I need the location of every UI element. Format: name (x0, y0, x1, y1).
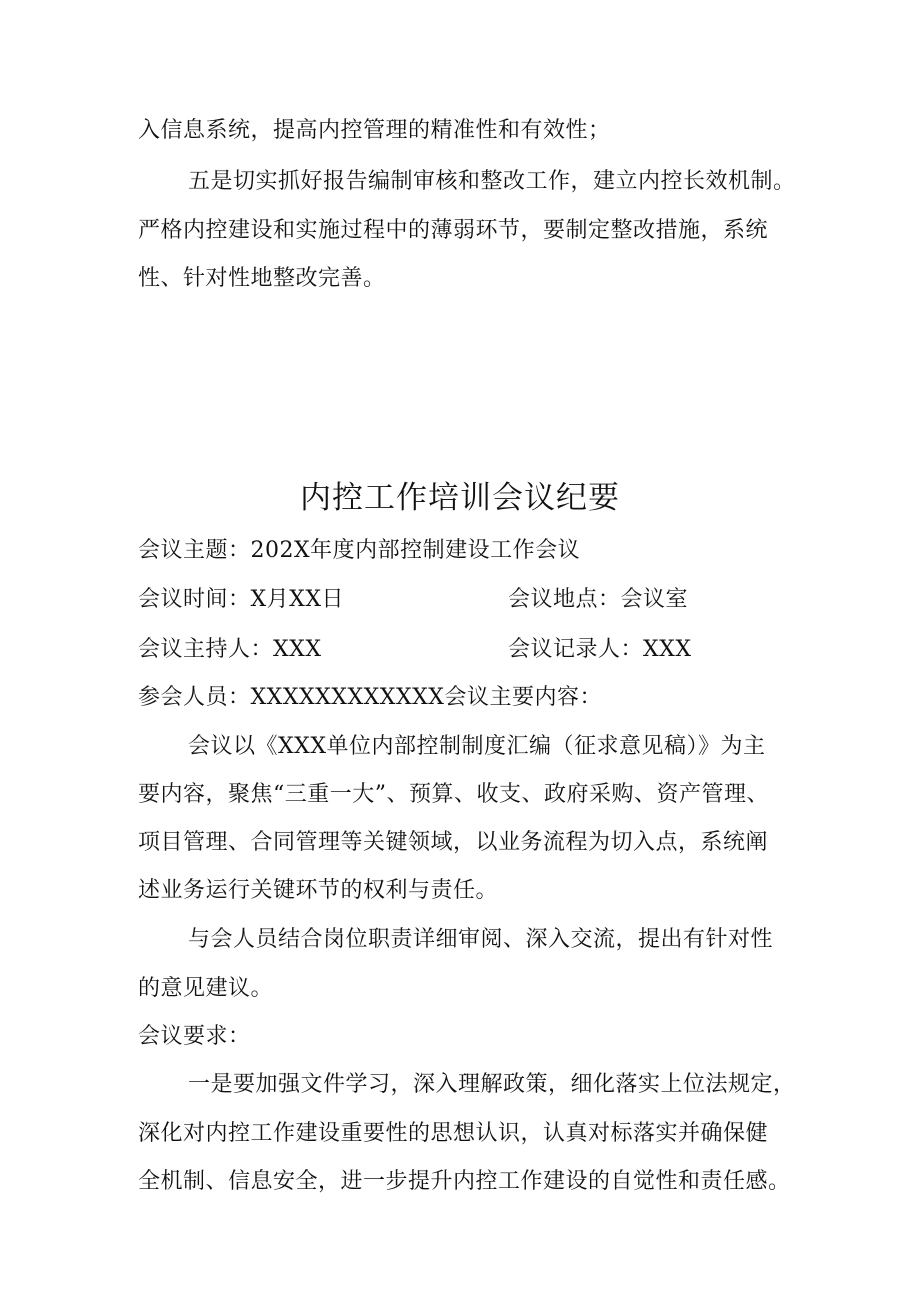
requirement-line: 一是要加强文件学习，深入理解政策，细化落实上位法规定， (188, 1072, 796, 1097)
meeting-topic: 会议主题：202X年度内部控制建设工作会议 (138, 538, 581, 563)
paragraph-line: 五是切实抓好报告编制审核和整改工作，建立内控长效机制。 (188, 169, 796, 194)
content-line: 的意见建议。 (138, 976, 274, 1001)
requirement-line: 深化对内控工作建设重要性的思想认识，认真对标落实并确保健 (138, 1121, 769, 1146)
meeting-attendees: 参会人员：XXXXXXXXXXXX会议主要内容： (138, 685, 602, 710)
content-line: 述业务运行关键环节的权利与责任。 (138, 878, 499, 903)
meeting-time: 会议时间：X月XX日 (138, 587, 344, 612)
paragraph-line: 入信息系统，提高内控管理的精准性和有效性； (138, 118, 611, 143)
meeting-location: 会议地点：会议室 (508, 587, 689, 612)
paragraph-line: 严格内控建设和实施过程中的薄弱环节，要制定整改措施，系统 (138, 218, 769, 243)
document-title: 内控工作培训会议纪要 (300, 480, 620, 516)
content-line: 项目管理、合同管理等关键领域，以业务流程为切入点，系统阐 (138, 830, 769, 855)
requirements-label: 会议要求： (138, 1024, 251, 1049)
meeting-recorder: 会议记录人：XXX (508, 637, 692, 662)
content-line: 与会人员结合岗位职责详细审阅、深入交流，提出有针对性 (188, 927, 774, 952)
paragraph-line: 性、针对性地整改完善。 (138, 266, 386, 291)
content-line: 要内容，聚焦“三重一大”、预算、收支、政府采购、资产管理、 (138, 782, 769, 807)
content-line: 会议以《XXX单位内部控制制度汇编（征求意见稿）》为主 (188, 734, 766, 759)
requirement-line: 全机制、信息安全，进一步提升内控工作建设的自觉性和责任感。 (138, 1169, 791, 1194)
meeting-host: 会议主持人：XXX (138, 637, 322, 662)
